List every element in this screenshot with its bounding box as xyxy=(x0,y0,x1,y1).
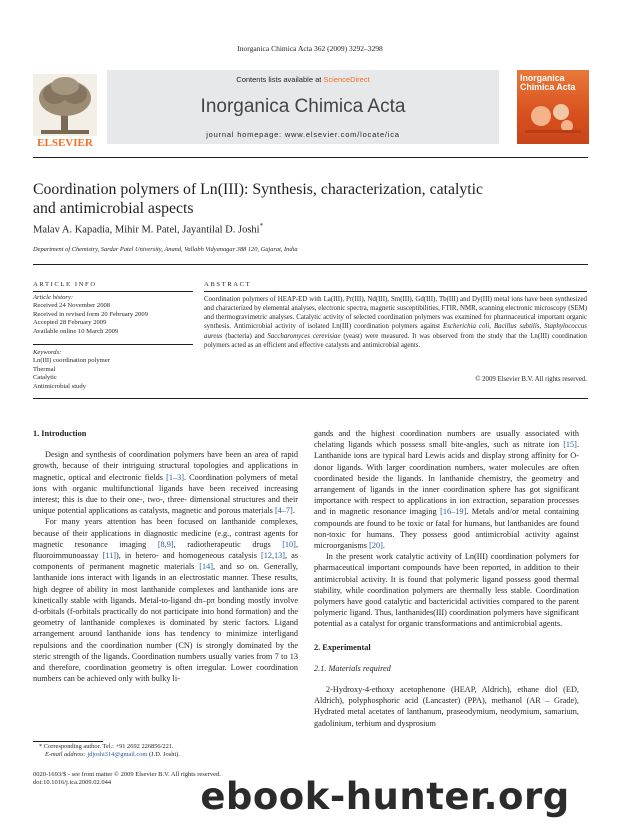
article-info-heading: ARTICLE INFO xyxy=(33,281,97,288)
paragraph: 2-Hydroxy-4-ethoxy acetophenone (HEAP, Aldrich), ethane diol (ED, Aldrich), polyphosphoric acid (Lancaster) (PPA), methanol (AR – Grade), Hydrated metal acetates of lanthanum, praseodymium, neodymium, samarium, gadolinium, terbium and dysprosium xyxy=(314,685,579,728)
elsevier-logo xyxy=(33,74,97,150)
contents-line: Contents lists available at ScienceDirect xyxy=(236,75,370,84)
cover-title: Inorganica Chimica Acta xyxy=(520,73,576,92)
keyword-item: Antimicrobial study xyxy=(33,382,86,390)
body-column-right xyxy=(314,428,579,729)
corresponding-author-footnote: * Corresponding author. Tel.: +91 2692 226856/221. E-mail address: jdjoshi314@gmail.com (J.D. Joshi). xyxy=(39,743,180,759)
paragraph: For many years attention has been focused on lanthanide complexes, because of their applications in diagnostic medicine (e.g., contrast agents for magnetic resonance imaging [8,9], radiotherapeutic drugs [10], fluoroimmunoassay [11]), in hetero- and homogeneous catalysis [12,13], as components of permanent magnetic materials [14], and so on. Generally, lanthanide ions interact with ligands in an electrostatic manner. These results, high degree of ability in most lanthanide complexes and lanthanide ions are kinetically stable with ligands. Metal-to-ligand dπ–pπ bonding mostly involve d-orbitals (f-orbitals practically do not participate into bond formation) and the geometry of lanthanide complexes is dominated by steric factors. Ligand arrangement around lanthanide ions has tendency to minimize interligand repulsions and the coordination number (CN) is strongly dominated by the steric strength of the ligands. Coordination numbers usually varies from 7 to 13 and therefore, coordination geometry is often irregular. Lower coordination numbers can be achieved only with bulky li- xyxy=(33,517,298,684)
header-rule xyxy=(33,157,588,158)
citation-link[interactable]: [1–3] xyxy=(166,472,184,482)
email-link[interactable]: jdjoshi314@gmail.com xyxy=(87,751,148,759)
header-band xyxy=(107,70,499,144)
subsection-heading-materials: 2.1. Materials required xyxy=(314,663,391,673)
cover-graphic-icon xyxy=(521,94,585,138)
journal-cover-thumbnail xyxy=(517,70,589,144)
citation-link[interactable]: [15] xyxy=(563,440,577,450)
citation-link[interactable]: [4–7] xyxy=(274,506,293,516)
history-online: Available online 10 March 2009 xyxy=(33,327,119,335)
article-title: Coordination polymers of Ln(III): Synthesis, characterization, catalytic and antimicrobial aspects xyxy=(33,181,484,217)
abstract-heading: ABSTRACT xyxy=(204,281,252,288)
journal-title: Inorganica Chimica Acta xyxy=(200,96,406,117)
body-column-left xyxy=(33,428,298,684)
abstract-text: Coordination polymers of HEAP-ED with La(III), Pr(III), Nd(III), Sm(III), Gd(III), Tb(III) and Dy(III) metal ions have been synthesized and characterized by elemental analyses, electronic spectra, magnetic susceptibilities, FTIR, NMR, scanning electronic microscopy (SEM) and thermogravimetric analyses. Catalytic activity of selected coordination polymers was examined for pharmaceutical important organic synthesis. Antimicrobial activity of isolated Ln(III) coordination polymers against Escherichia coli, Bacillus subtilis, Staphylococcus aureus (bacteria) and Saccharomyces cerevisiae (yeast) were measured. It was observed from the study that the Ln(III) coordination polymers acted as an efficient and effective catalysts and antimicrobial agents. xyxy=(204,296,587,349)
section-heading-introduction: 1. Introduction xyxy=(33,429,87,438)
sciencedirect-link[interactable]: ScienceDirect xyxy=(323,75,370,84)
citation-link[interactable]: [8,9] xyxy=(157,539,174,549)
journal-homepage[interactable]: journal homepage: www.elsevier.com/locate/ica xyxy=(206,130,400,139)
citation-link[interactable]: [20] xyxy=(369,541,383,551)
citation-link[interactable]: [16–19] xyxy=(440,507,467,517)
paragraph: In the present work catalytic activity of Ln(III) coordination polymers for pharmaceutical important compounds have been reported, in addition to their antimicrobial activity. It is found that polymeric ligand possess good thermal stability, while coordination polymers are thermally less stable. Coordination polymers have good catalytic and bactericidal activities compared to the parent polymeric ligand. Thus, lanthanides(III) coordination polymers have significant potential as a catalyst for organic transformations and antimicrobial agents. xyxy=(314,552,579,629)
journal-citation: Inorganica Chimica Acta 362 (2009) 3292–3298 xyxy=(237,44,383,53)
abstract-rule xyxy=(204,291,587,292)
watermark-text: ebook-hunter.org xyxy=(200,775,570,818)
history-received: Received 24 November 2008 xyxy=(33,302,111,310)
paragraph: Design and synthesis of coordination polymers have been an area of rapid growth, because of their intriguing structural topologies and applications in magnetic, optical and electronic fields [1–3]. Coordination polymers of metal ions with organic multifunctional ligands have been received increasing interest; this is due to their one-, two-, three- dimensional structures and their unique potential applications as catalysts, magnetic and porous materials [4–7]. xyxy=(33,450,298,516)
section-heading-experimental: 2. Experimental xyxy=(314,642,371,652)
article-history: Article history: Received 24 November 2008 Received in revised form 20 February 2009 Accepted 28 February 2009 Available online 10 March 2009 xyxy=(33,294,193,336)
keywords: Keywords: Ln(III) coordination polymer Thermal Catalytic Antimicrobial study xyxy=(33,349,193,391)
svg-text:ELSEVIER: ELSEVIER xyxy=(37,137,93,149)
issn-line: 0020-1693/$ - see front matter © 2009 Elsevier B.V. All rights reserved. xyxy=(33,771,221,778)
copyright-notice: © 2009 Elsevier B.V. All rights reserved. xyxy=(475,376,587,383)
journal-masthead xyxy=(33,70,588,153)
author-list: Malav A. Kapadia, Mihir M. Patel, Jayantilal D. Joshi* xyxy=(33,222,264,236)
citation-link[interactable]: [11] xyxy=(102,551,117,561)
citation-link[interactable]: [12,13] xyxy=(260,551,286,561)
author-affiliation: Department of Chemistry, Sardar Patel University, Anand, Vallabh Vidyanagar 388 120, Gujarat, India xyxy=(33,246,298,253)
doi-line: doi:10.1016/j.ica.2009.02.044 xyxy=(33,779,112,787)
abstract-bottom-rule xyxy=(33,398,588,399)
keyword-item: Catalytic xyxy=(33,374,57,382)
keyword-item: Ln(III) coordination polymer xyxy=(33,357,110,365)
keyword-item: Thermal xyxy=(33,365,56,373)
history-accepted: Accepted 28 February 2009 xyxy=(33,319,107,327)
paragraph: gands and the highest coordination numbers are usually associated with chelating ligands which possess small bite-angles, such as nitrate ion [15]. Lanthanide ions are typical hard Lewis acids and display strong affinity for O-donor ligands. With larger coordination numbers, water molecules are often coordinated beside the ligands. In lanthanide chemistry, the geometry and arrangement of ligands in the inner coordination sphere has got significant importance with respect to applications in ion extraction, separation processes and in magnetic resonance imaging [16–19]. Metals and/or metal containing compounds are found to be toxic or fatal for humans, but lanthanides are found non-toxic for humans. They possess good antimicrobial activity against microorganisms [20]. xyxy=(314,429,579,551)
citation-link[interactable]: [10] xyxy=(282,539,296,549)
affiliation-rule xyxy=(33,264,588,265)
article-info-rule xyxy=(33,291,193,292)
history-revised: Received in revised form 20 February 2009 xyxy=(33,310,148,318)
keywords-rule xyxy=(33,344,193,345)
footnote-rule xyxy=(33,741,103,742)
citation-link[interactable]: [14] xyxy=(199,562,213,572)
elsevier-tree-icon xyxy=(33,74,97,150)
